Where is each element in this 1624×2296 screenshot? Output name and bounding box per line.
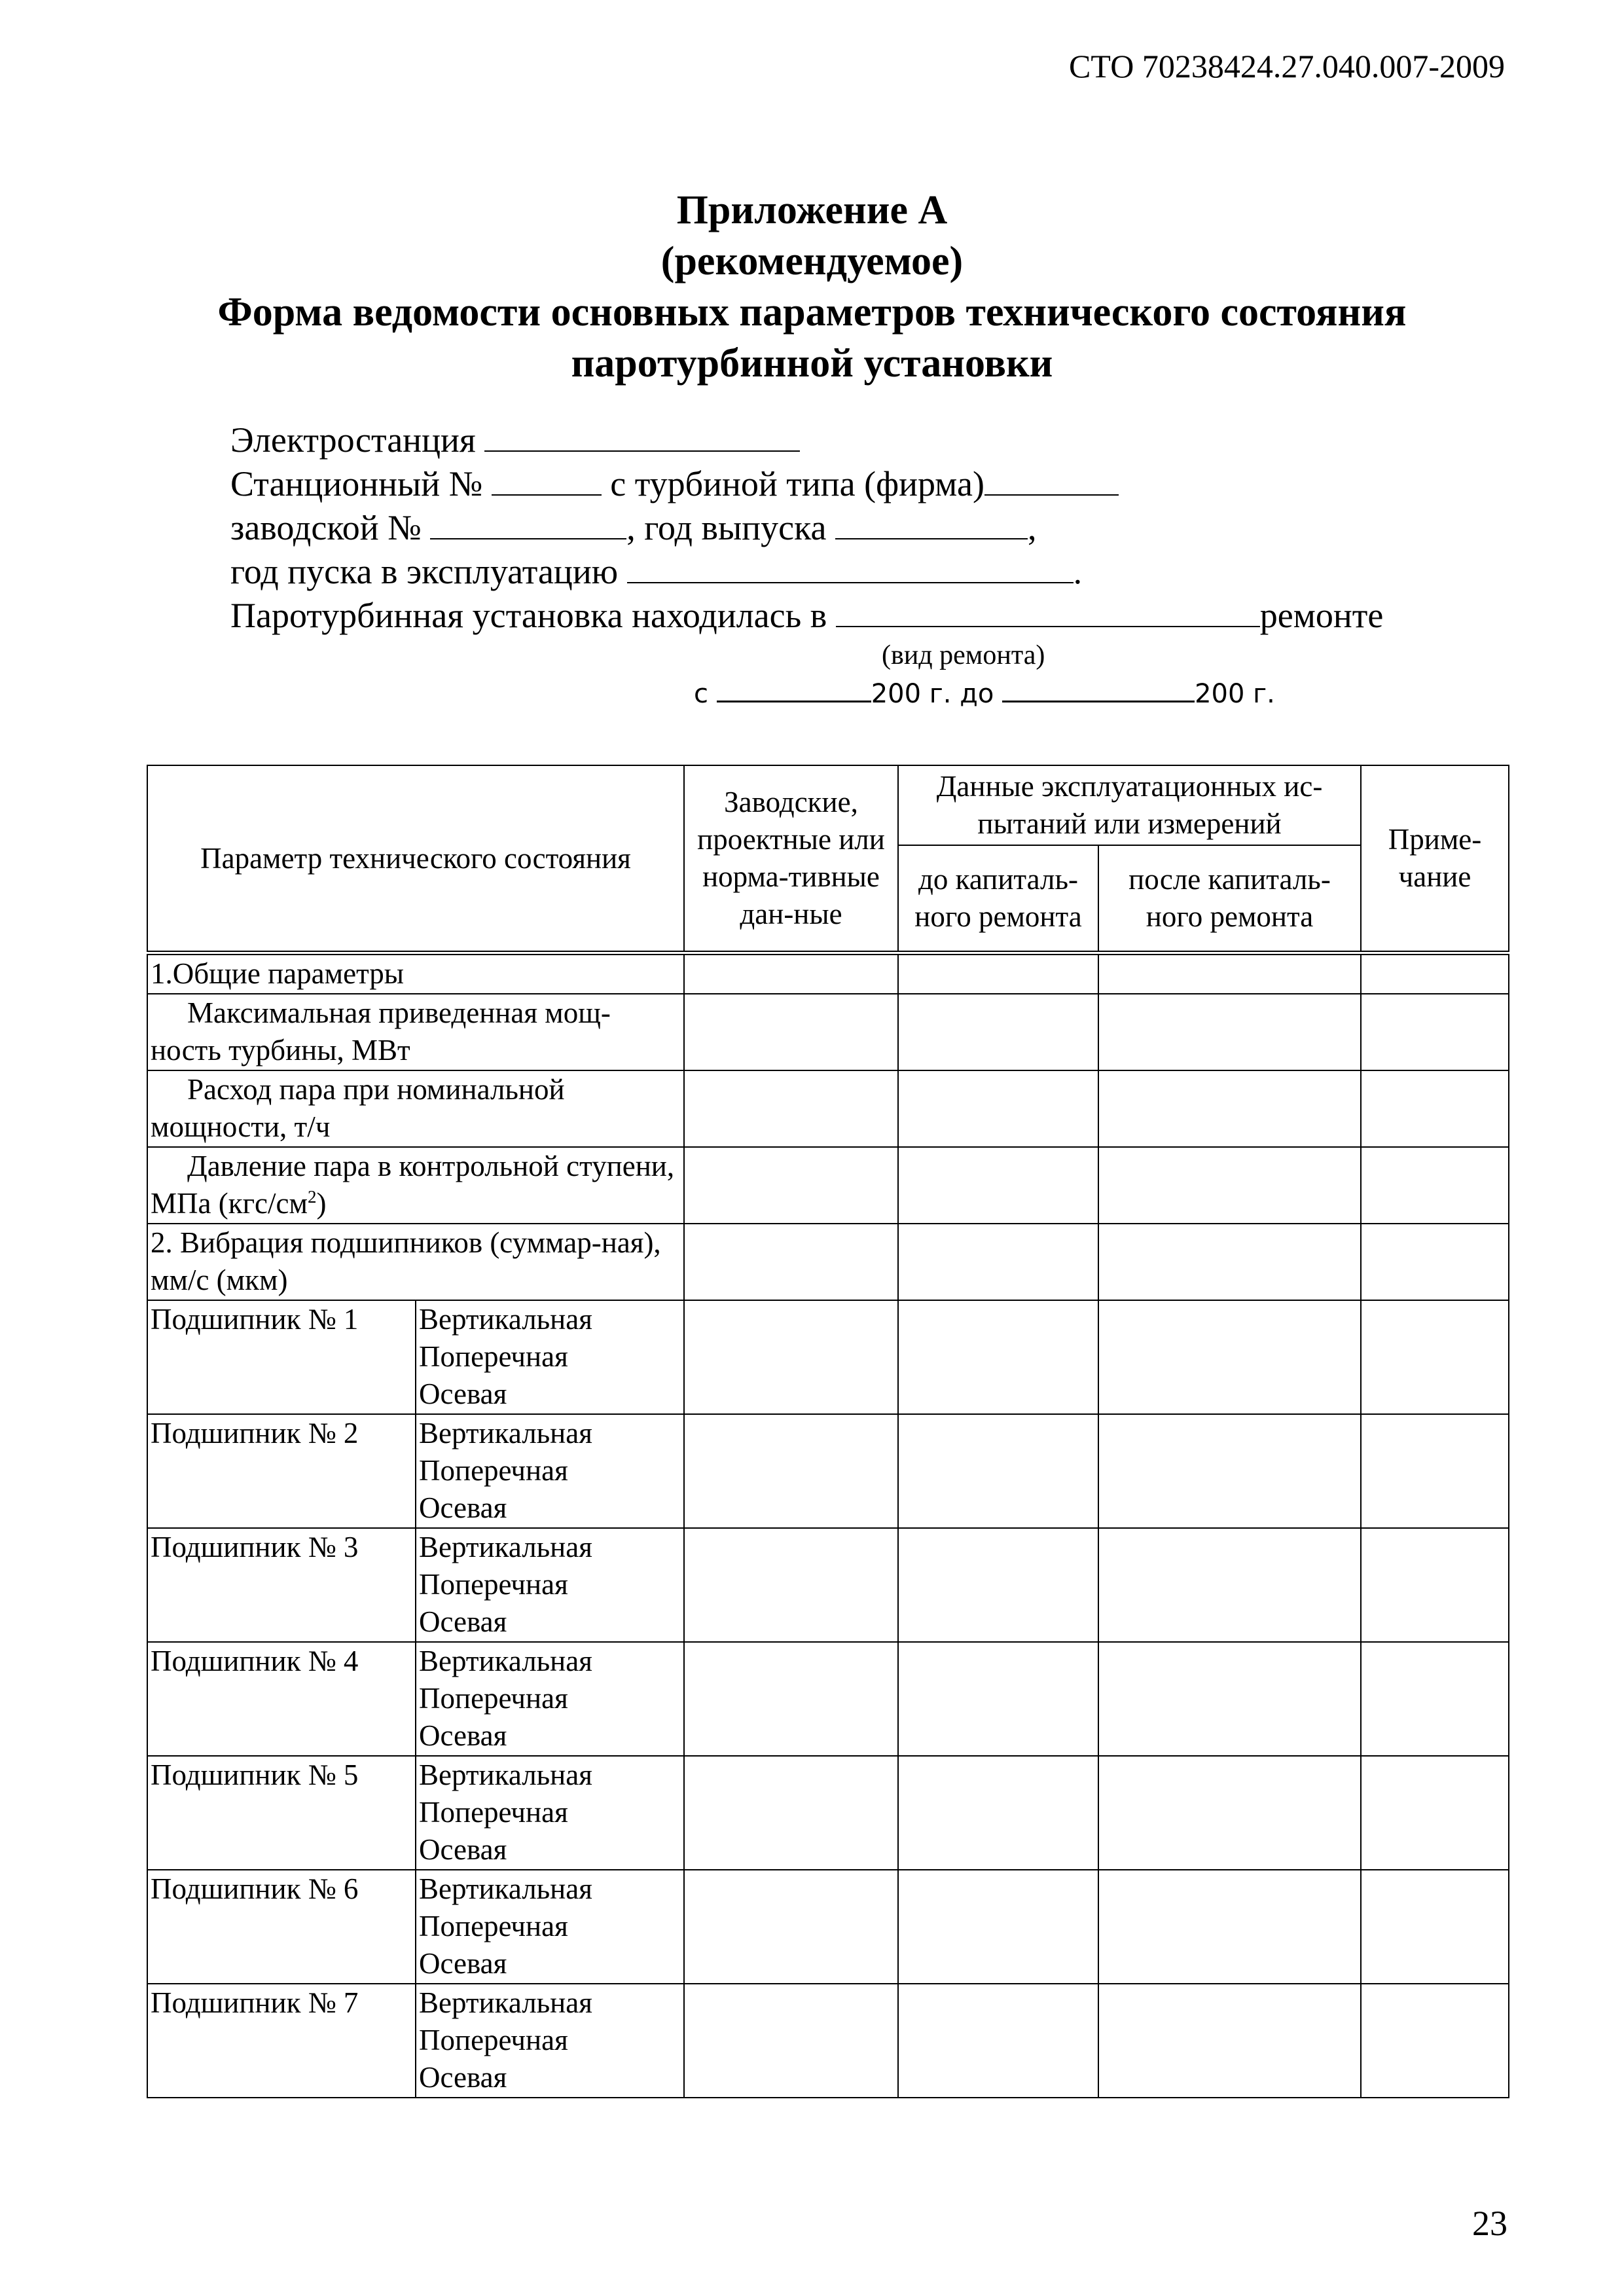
table-row xyxy=(147,953,1509,994)
cell[interactable] xyxy=(684,1147,898,1224)
commissioning-label: год пуска в эксплуатацию xyxy=(230,552,619,591)
table-row xyxy=(147,1147,1509,1224)
cell[interactable] xyxy=(1098,953,1361,994)
year-end: , xyxy=(1028,508,1037,547)
header-operational: Данные эксплуатационных ис-пытаний или измерений xyxy=(898,765,1361,845)
turbine-type-field[interactable] xyxy=(984,462,1119,496)
station-no-label: Станционный № xyxy=(230,464,483,503)
cell[interactable] xyxy=(898,1984,1098,2098)
cell[interactable] xyxy=(1098,1070,1361,1147)
repair-dates xyxy=(230,674,1383,714)
cell[interactable] xyxy=(1361,1070,1509,1147)
direction-label: Осевая xyxy=(419,1947,507,1980)
direction-label: Осевая xyxy=(419,1605,507,1638)
row-flow-label: Расход пара при номинальной мощности, т/ч xyxy=(147,1070,684,1147)
cell[interactable] xyxy=(1098,1147,1361,1224)
table-row xyxy=(147,994,1509,1070)
direction-label: Осевая xyxy=(419,1719,507,1752)
year-label: , год выпуска xyxy=(626,508,827,547)
commissioning-field[interactable] xyxy=(627,549,1074,583)
cell[interactable] xyxy=(898,1070,1098,1147)
bearing-directions xyxy=(416,1870,684,1984)
document-code: СТО 70238424.27.040.007-2009 xyxy=(1069,48,1505,84)
repair-suffix: ремонте xyxy=(1259,596,1384,635)
cell[interactable] xyxy=(684,1984,898,2098)
bearing-name: Подшипник № 1 xyxy=(147,1300,416,1414)
year-field[interactable] xyxy=(835,505,1028,539)
appendix-status: (рекомендуемое) xyxy=(660,239,964,283)
header-before: до капиталь-ного ремонта xyxy=(898,845,1098,953)
row-pressure-label xyxy=(147,1147,684,1224)
cell[interactable] xyxy=(1361,1756,1509,1870)
direction-label: Поперечная xyxy=(419,2024,568,2056)
bearing-row xyxy=(147,1414,1509,1528)
row-pressure-sup: 2 xyxy=(307,1187,317,1207)
cell[interactable] xyxy=(1361,953,1509,994)
row-pressure-text: Давление пара в контрольной ступени, МПа (кгс/см xyxy=(151,1150,675,1220)
bearing-row xyxy=(147,1756,1509,1870)
cell[interactable] xyxy=(898,953,1098,994)
bearing-name: Подшипник № 3 xyxy=(147,1528,416,1642)
cell[interactable] xyxy=(1361,1642,1509,1756)
direction-label: Вертикальная xyxy=(419,1758,592,1791)
direction-label: Поперечная xyxy=(419,1454,568,1487)
header-design: Заводские, проектные или норма-тивные дан-ные xyxy=(684,765,898,953)
cell[interactable] xyxy=(1098,994,1361,1070)
cell[interactable] xyxy=(1098,1300,1361,1414)
station-no-field[interactable] xyxy=(492,462,602,496)
bearing-directions xyxy=(416,1414,684,1528)
direction-label: Осевая xyxy=(419,1377,507,1410)
commissioning-end: . xyxy=(1073,552,1083,591)
cell[interactable] xyxy=(898,1147,1098,1224)
factory-no-label: заводской № xyxy=(230,508,422,547)
cell[interactable] xyxy=(1098,1756,1361,1870)
cell[interactable] xyxy=(898,1224,1098,1300)
bearing-directions xyxy=(416,1984,684,2098)
cell[interactable] xyxy=(684,1070,898,1147)
cell[interactable] xyxy=(898,1300,1098,1414)
bearing-name: Подшипник № 4 xyxy=(147,1642,416,1756)
header-parameter: Параметр технического состояния xyxy=(147,765,684,953)
cell[interactable] xyxy=(1361,1147,1509,1224)
direction-label: Осевая xyxy=(419,1491,507,1524)
row-power-label: Максимальная приведенная мощ-ность турбины, МВт xyxy=(147,994,684,1070)
cell[interactable] xyxy=(898,1642,1098,1756)
direction-label: Поперечная xyxy=(419,1910,568,1942)
direction-label: Вертикальная xyxy=(419,1645,592,1677)
header-after: после капиталь-ного ремонта xyxy=(1098,845,1361,953)
cell[interactable] xyxy=(1098,1984,1361,2098)
bearing-row xyxy=(147,1300,1509,1414)
bearing-name: Подшипник № 5 xyxy=(147,1756,416,1870)
intro-fields xyxy=(230,418,1383,714)
cell[interactable] xyxy=(898,1870,1098,1984)
cell[interactable] xyxy=(1361,1224,1509,1300)
station-label: Электростанция xyxy=(230,420,476,460)
from-date-field[interactable] xyxy=(717,678,871,702)
direction-label: Вертикальная xyxy=(419,1986,592,2019)
row-pressure-end: ) xyxy=(316,1187,327,1220)
direction-label: Поперечная xyxy=(419,1568,568,1601)
to-year-text: 200 г. xyxy=(1195,679,1275,709)
direction-label: Поперечная xyxy=(419,1340,568,1373)
header-note: Приме-чание xyxy=(1361,765,1509,953)
cell[interactable] xyxy=(1098,1224,1361,1300)
page-number: 23 xyxy=(1472,2204,1507,2243)
cell[interactable] xyxy=(898,994,1098,1070)
bearing-row xyxy=(147,1528,1509,1642)
cell[interactable] xyxy=(1098,1414,1361,1528)
bearing-row xyxy=(147,1642,1509,1756)
cell[interactable] xyxy=(684,953,898,994)
from-year-text: 200 г. xyxy=(871,679,952,709)
cell[interactable] xyxy=(684,1224,898,1300)
direction-label: Вертикальная xyxy=(419,1872,592,1905)
cell[interactable] xyxy=(1361,1984,1509,2098)
section2-label: 2. Вибрация подшипников (суммар-ная), мм/с (мкм) xyxy=(147,1224,684,1300)
parameters-table xyxy=(147,765,1509,2098)
section1-label: 1.Общие параметры xyxy=(147,953,684,994)
repair-caption: (вид ремонта) xyxy=(882,640,1045,670)
cell[interactable] xyxy=(684,1756,898,1870)
cell[interactable] xyxy=(1098,1870,1361,1984)
direction-label: Вертикальная xyxy=(419,1531,592,1563)
cell[interactable] xyxy=(684,1414,898,1528)
cell[interactable] xyxy=(898,1414,1098,1528)
cell[interactable] xyxy=(898,1528,1098,1642)
title-block xyxy=(0,185,1624,389)
cell[interactable] xyxy=(1361,994,1509,1070)
cell[interactable] xyxy=(684,1870,898,1984)
cell[interactable] xyxy=(1361,1414,1509,1528)
direction-label: Поперечная xyxy=(419,1682,568,1715)
bearing-directions xyxy=(416,1642,684,1756)
bearing-row xyxy=(147,1984,1509,2098)
cell[interactable] xyxy=(898,1756,1098,1870)
form-title-line2: паротурбинной установки xyxy=(571,341,1053,386)
bearing-name: Подшипник № 7 xyxy=(147,1984,416,2098)
repair-type-field[interactable] xyxy=(836,593,1260,627)
cell[interactable] xyxy=(1361,1870,1509,1984)
direction-label: Осевая xyxy=(419,1833,507,1866)
from-label: с xyxy=(694,679,708,709)
cell[interactable] xyxy=(1098,1528,1361,1642)
cell[interactable] xyxy=(1361,1528,1509,1642)
to-date-field[interactable] xyxy=(1002,678,1195,702)
table-row xyxy=(147,1224,1509,1300)
direction-label: Осевая xyxy=(419,2061,507,2094)
bearing-name: Подшипник № 6 xyxy=(147,1870,416,1984)
form-title-line1: Форма ведомости основных параметров технического состояния xyxy=(217,290,1407,335)
bearing-row xyxy=(147,1870,1509,1984)
bearing-directions xyxy=(416,1756,684,1870)
repair-prefix: Паротурбинная установка находилась в xyxy=(230,596,827,635)
bearing-rows xyxy=(147,1300,1509,2098)
bearing-name: Подшипник № 2 xyxy=(147,1414,416,1528)
cell[interactable] xyxy=(684,1642,898,1756)
cell[interactable] xyxy=(684,1528,898,1642)
direction-label: Поперечная xyxy=(419,1796,568,1829)
cell[interactable] xyxy=(684,994,898,1070)
header-row-1 xyxy=(147,765,1509,845)
cell[interactable] xyxy=(684,1300,898,1414)
table-row xyxy=(147,1070,1509,1147)
station-field[interactable] xyxy=(484,418,800,452)
factory-no-field[interactable] xyxy=(430,505,626,539)
direction-label: Вертикальная xyxy=(419,1303,592,1336)
to-label: до xyxy=(960,679,994,709)
bearing-directions xyxy=(416,1300,684,1414)
turbine-type-label: с турбиной типа (фирма) xyxy=(610,464,984,503)
bearing-directions xyxy=(416,1528,684,1642)
direction-label: Вертикальная xyxy=(419,1417,592,1449)
cell[interactable] xyxy=(1098,1642,1361,1756)
cell[interactable] xyxy=(1361,1300,1509,1414)
appendix-title: Приложение А xyxy=(676,188,948,232)
